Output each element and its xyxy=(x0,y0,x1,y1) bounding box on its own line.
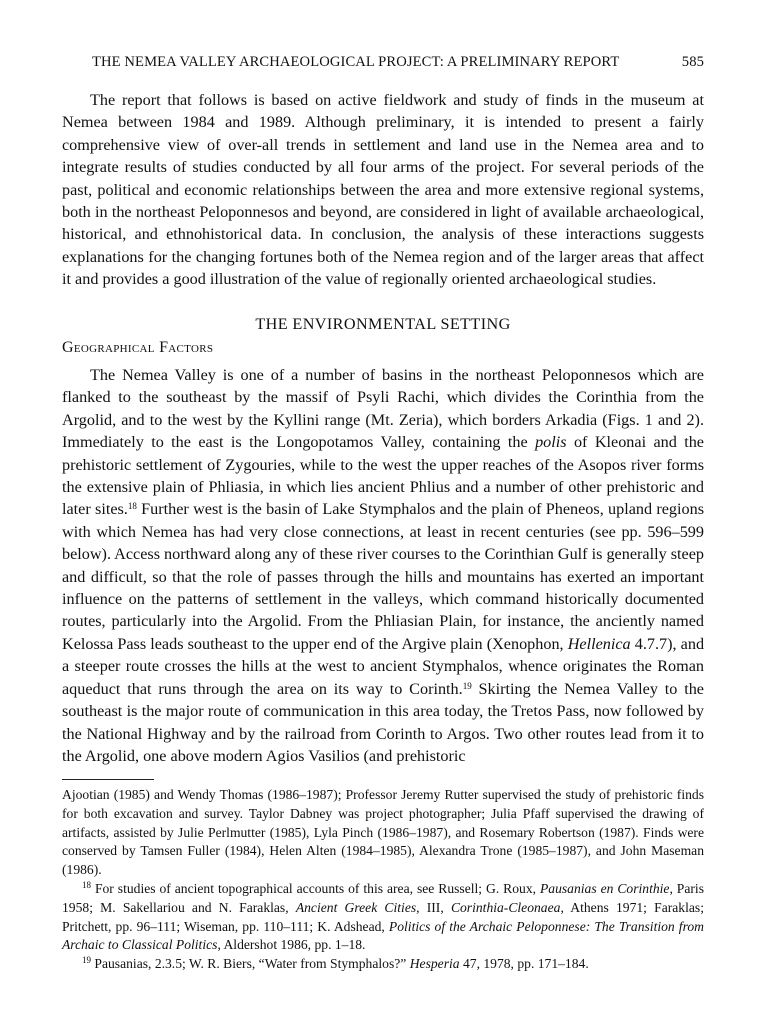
running-title: THE NEMEA VALLEY ARCHAEOLOGICAL PROJECT: A PRELIMINARY REPORT xyxy=(92,54,620,70)
footnote-italic: Politics of the Archaic Peloponnese: The Transition from Archaic to Classical Politics xyxy=(62,918,704,953)
intro-section xyxy=(62,89,704,291)
section-title: THE ENVIRONMENTAL SETTING xyxy=(255,315,511,333)
main-text-2: of Kleonai and the prehistoric settlement of Zygouries, while to the west the upper reaches of the Asopos river forms the extensive plain of Phliasia, in which lies ancient Phlius and a number of other prehistoric and later sites. xyxy=(62,433,704,519)
subsection-title: Geographical Factors xyxy=(62,339,214,356)
footnote-ref-19[interactable]: 19 xyxy=(462,680,472,691)
footnote-continuation: Ajootian (1985) and Wendy Thomas (1986–1987); Professor Jeremy Rutter supervised the study of prehistoric finds for both excavation and survey. Taylor Dabney was project photographer; Julia Pfaff supervised the drawing of artifacts, assisted by Julie Perlmutter (1985), Lyla Pinch (1986–1987), and Rosemary Robertson (1987). Finds were conserved by Tamsen Fuller (1984), Helen Alten (1984–1985), Alexandra Trone (1985–1987), and John Maseman (1986). xyxy=(62,787,704,878)
italic-hellenica: Hellenica xyxy=(567,634,631,653)
footnote-text: , III, xyxy=(416,899,444,915)
footnote-text: , Athens 1971; Faraklas; Pritchett, pp. 96–111; Wiseman, pp. 110–111; K. Adshead, xyxy=(62,899,704,934)
main-text-4: 4.7.7), and a steeper route crosses the hills at the west to ancient Stymphalos, whence originates the Roman aqueduct that runs through the area on its way to Corinth. xyxy=(62,634,705,698)
footnote-text: Pausanias, 2.3.5; W. R. Biers, “Water from Stymphalos?” xyxy=(94,956,407,972)
footnote-italic: Ancient Greek Cities xyxy=(295,899,417,915)
main-text-5: Skirting the Nemea Valley to the southeast is the major route of communication in this area today, the Tretos Pass, now followed by the National Highway and by the railroad from Corinth to Argos. Two other routes lead from it to the Argolid, one above modern Agios Vasilios (and prehistoric xyxy=(62,679,704,765)
footnotes xyxy=(62,786,704,974)
italic-polis: polis xyxy=(535,433,567,452)
footnote-18 xyxy=(62,880,704,955)
footnote-italic: Hesperia xyxy=(409,956,460,972)
running-header xyxy=(62,54,704,71)
footnote-text: , Paris 1958; M. Sakellariou and N. Faraklas, xyxy=(62,880,704,915)
footnote-divider xyxy=(62,779,154,780)
page-number: 585 xyxy=(681,54,704,70)
main-paragraph xyxy=(62,364,704,767)
footnote-number: 18 xyxy=(82,879,91,890)
footnote-19 xyxy=(62,955,704,974)
main-text-3: Further west is the basin of Lake Stymphalos and the plain of Pheneos, upland regions with which Nemea has had very close connections, at least in recent centuries (see pp. 596–599 below). Access northward along any of these river courses to the Corinthian Gulf is generally steep and difficult, so that the role of passes through the hills and mountains has exerted an important influence on the patterns of settlement in the valleys, which command historically documented routes, particularly into the Argolid. From the Phliasian Plain, for instance, the anciently named Kelossa Pass leads southeast to the upper end of the Argive plain (Xenophon, xyxy=(62,500,705,653)
footnote-number: 19 xyxy=(82,955,91,966)
footnote-italic: Corinthia-Cleonaea xyxy=(450,899,561,915)
main-section xyxy=(62,364,704,767)
footnote-text: , Aldershot 1986, pp. 1–18. xyxy=(217,937,366,953)
footnote-text: 47, 1978, pp. 171–184. xyxy=(462,956,589,972)
main-text-1: The Nemea Valley is one of a number of basins in the northeast Peloponnesos which are flanked to the southeast by the massif of Psyli Rachi, which divides the Corinthia from the Argolid, and to the west by the Kyllini range (Mt. Zeria), which borders Arkadia (Figs. 1 and 2). Immediately to the east is the Longopotamos Valley, containing the xyxy=(62,366,704,452)
footnote-italic: Pausanias en Corinthie xyxy=(539,880,670,896)
footnote-text: For studies of ancient topographical accounts of this area, see Russell; G. Roux, xyxy=(94,880,537,896)
intro-paragraph: The report that follows is based on active fieldwork and study of finds in the museum at Nemea between 1984 and 1989. Although preliminary, it is intended to present a fairly comprehensive view of over-all trends in settlement and land use in the Nemea area and to integrate results of studies conducted by all four arms of the project. For several periods of the past, political and economic relationships between the area and more extensive regional systems, both in the northeast Peloponnesos and beyond, are considered in light of available archaeological, historical, and ethnohistorical data. In conclusion, the analysis of these interactions suggests explanations for the changing fortunes both of the Nemea region and of the larger areas that affect it and provides a good illustration of the value of regionally oriented archaeological studies. xyxy=(62,91,704,289)
footnote-ref-18[interactable]: 18 xyxy=(127,501,137,512)
